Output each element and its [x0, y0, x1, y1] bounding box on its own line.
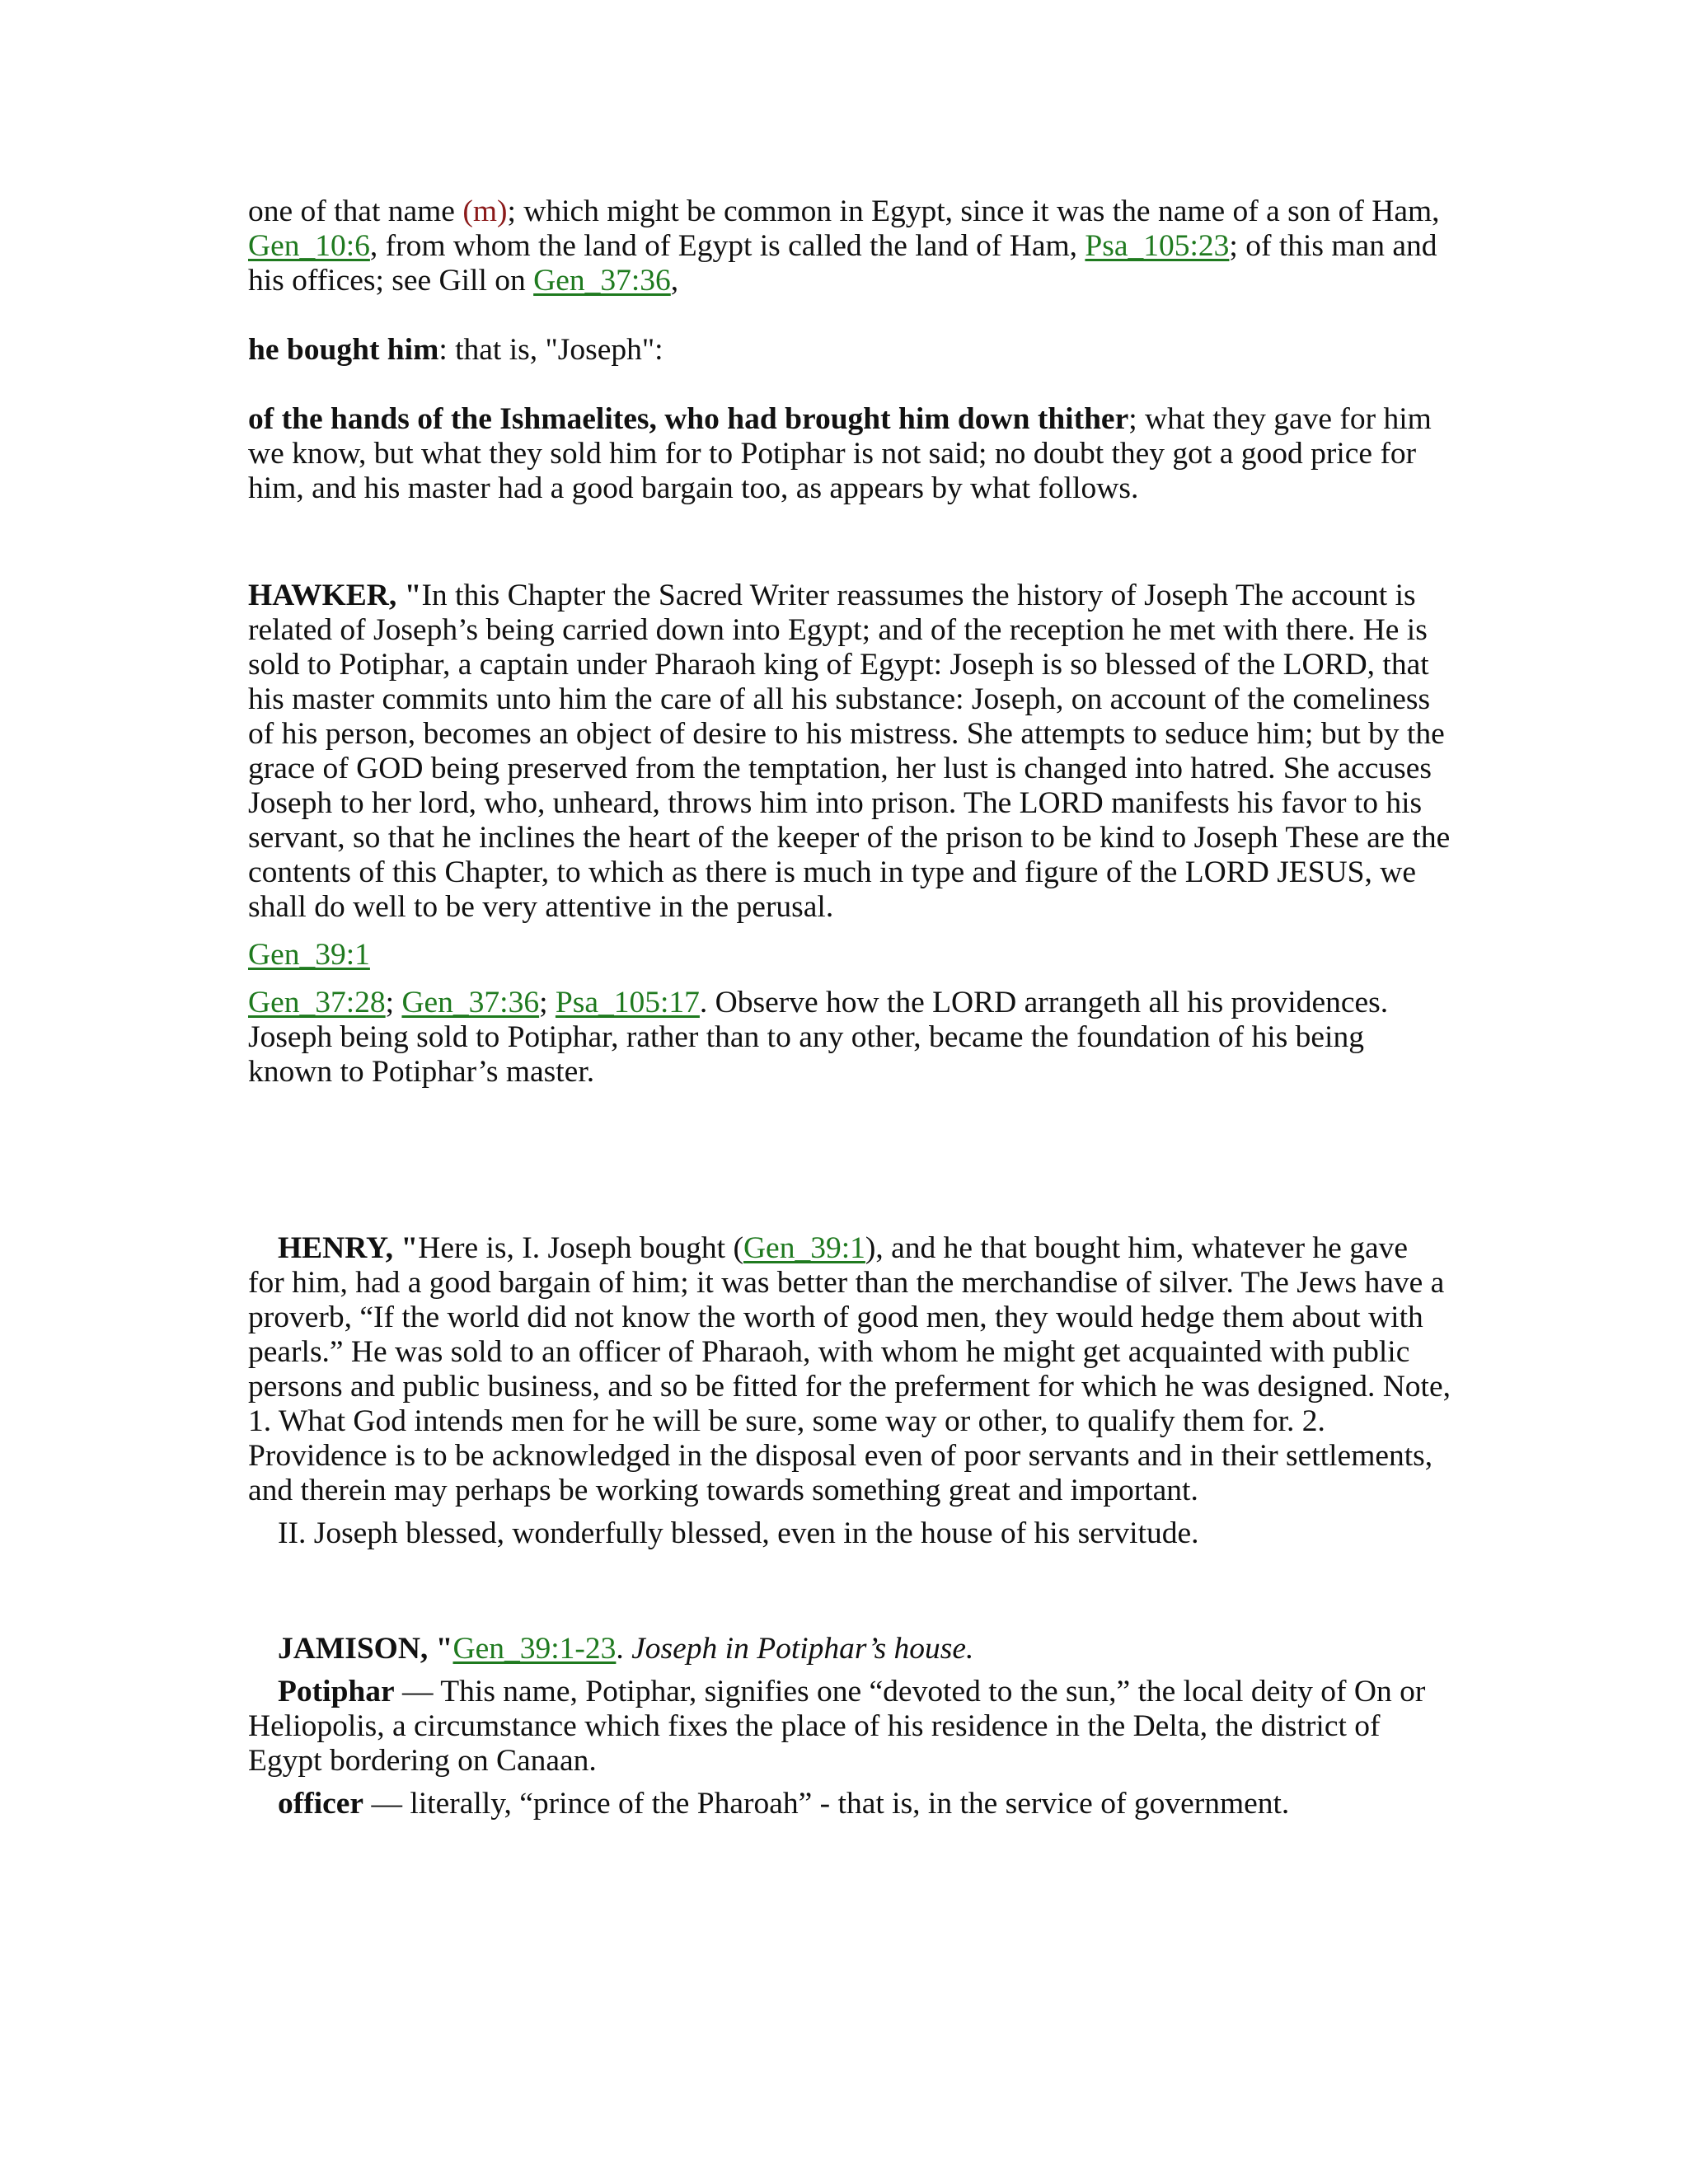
- phrase-heading: of the hands of the Ishmaelites, who had brought him down thither: [248, 402, 1129, 436]
- gill-bought-paragraph: [248, 333, 1451, 368]
- text-run: ;: [385, 986, 402, 1019]
- text-run: Here is, I. Joseph bought (: [418, 1231, 743, 1265]
- text-run: ; which might be common in Egypt, since it was the name of a son of Ham,: [507, 194, 1440, 228]
- jamison-heading: [248, 1632, 1451, 1666]
- section-heading: Joseph in Potiphar’s house.: [631, 1632, 974, 1666]
- commentator-label: JAMISON, ": [278, 1632, 453, 1666]
- gill-intro-paragraph: [248, 194, 1451, 298]
- commentator-label: HAWKER, ": [248, 579, 422, 612]
- text-run: ; of this man and his offices; see Gill on: [248, 229, 1437, 298]
- phrase-heading: he bought him: [248, 333, 439, 367]
- spacer: [248, 368, 1451, 402]
- scripture-link[interactable]: Gen_39:1: [248, 938, 370, 972]
- scripture-link[interactable]: Gen_39:1-23: [452, 1632, 617, 1666]
- term-heading: officer: [278, 1787, 364, 1821]
- text-run: : that is, "Joseph":: [438, 333, 663, 367]
- scripture-link[interactable]: Psa_105:17: [555, 986, 700, 1019]
- text-run: — literally, “prince of the Pharoah” - that is, in the service of government.: [363, 1787, 1290, 1821]
- scripture-link[interactable]: Psa_105:23: [1085, 229, 1230, 263]
- text-run: ; what they gave for him we know, but what they sold him for to Potiphar is not said; no doubt they got a good price for him, and his master had a good bargain too, as appears by what follows.: [248, 402, 1432, 505]
- text-run: — This name, Potiphar, signifies one “devoted to the sun,” the local deity of On or Heliopolis, a circumstance which fixes the place of his residence in the Delta, the district of Egypt bordering on Canaan.: [248, 1675, 1426, 1778]
- text-run: II. Joseph blessed, wonderfully blessed, even in the house of his servitude.: [278, 1516, 1199, 1550]
- text-run: ;: [539, 986, 556, 1019]
- henry-paragraph-2: [248, 1516, 1451, 1551]
- hawker-verse-ref: [248, 938, 1451, 972]
- jamison-officer-paragraph: [248, 1787, 1451, 1821]
- scripture-link[interactable]: Gen_37:36: [533, 264, 671, 298]
- scripture-link[interactable]: Gen_39:1: [743, 1231, 865, 1265]
- text-run: one of that name: [248, 194, 463, 228]
- henry-paragraph: [248, 1231, 1451, 1508]
- text-run: , from whom the land of Egypt is called the land of Ham,: [369, 229, 1085, 263]
- scripture-link[interactable]: Gen_37:36: [401, 986, 540, 1019]
- document-page: [248, 194, 1451, 1821]
- scripture-link[interactable]: Gen_10:6: [248, 229, 370, 263]
- spacer: [248, 298, 1451, 333]
- term-heading: Potiphar: [278, 1675, 395, 1708]
- scripture-link[interactable]: Gen_37:28: [248, 986, 386, 1019]
- footnote-marker[interactable]: (m): [462, 194, 508, 228]
- text-run: In this Chapter the Sacred Writer reassumes the history of Joseph The account is related of Joseph’s being carried down into Egypt; and of the reception he met with there. He is sold to Potiphar, a captain under Pharaoh king of Egypt: Joseph is so blessed of the LORD, that his master commits unto him the care of all his substance: Joseph, on account of the comeliness of his person, becomes an object of desire to his mistress. She attempts to seduce him; but by the grace of GOD being preserved from the temptation, her lust is changed into hatred. She accuses Joseph to her lord, who, unheard, throws him into prison. The LORD manifests his favor to his servant, so that he inclines the heart of the keeper of the prison to be kind to Joseph These are the contents of this Chapter, to which as there is much in type and figure of the LORD JESUS, we shall do well to be very attentive in the perusal.: [248, 579, 1451, 924]
- hawker-paragraph: [248, 579, 1451, 925]
- hawker-comment-paragraph: [248, 986, 1451, 1090]
- text-run: .: [616, 1632, 632, 1666]
- text-run: ), and he that bought him, whatever he gave for him, had a good bargain of him; it was better than the merchandise of silver. The Jews have a proverb, “If the world did not know the worth of good men, they would hedge them about with pearls.” He was sold to an officer of Pharaoh, with whom he might get acquainted with public persons and public business, and so be fitted for the preferment for which he was designed. Note, 1. What God intends men for he will be sure, some way or other, to qualify them for. 2. Providence is to be acknowledged in the disposal even of poor servants and in their settlements, and therein may perhaps be working towards something great and important.: [248, 1231, 1451, 1507]
- text-run: ,: [670, 264, 679, 298]
- text-run: . Observe how the LORD arrangeth all his providences. Joseph being sold to Potiphar, rather than to any other, became the foundation of his being known to Potiphar’s master.: [248, 986, 1389, 1089]
- jamison-potiphar-paragraph: [248, 1675, 1451, 1779]
- commentator-label: HENRY, ": [278, 1231, 419, 1265]
- gill-hands-paragraph: [248, 402, 1451, 506]
